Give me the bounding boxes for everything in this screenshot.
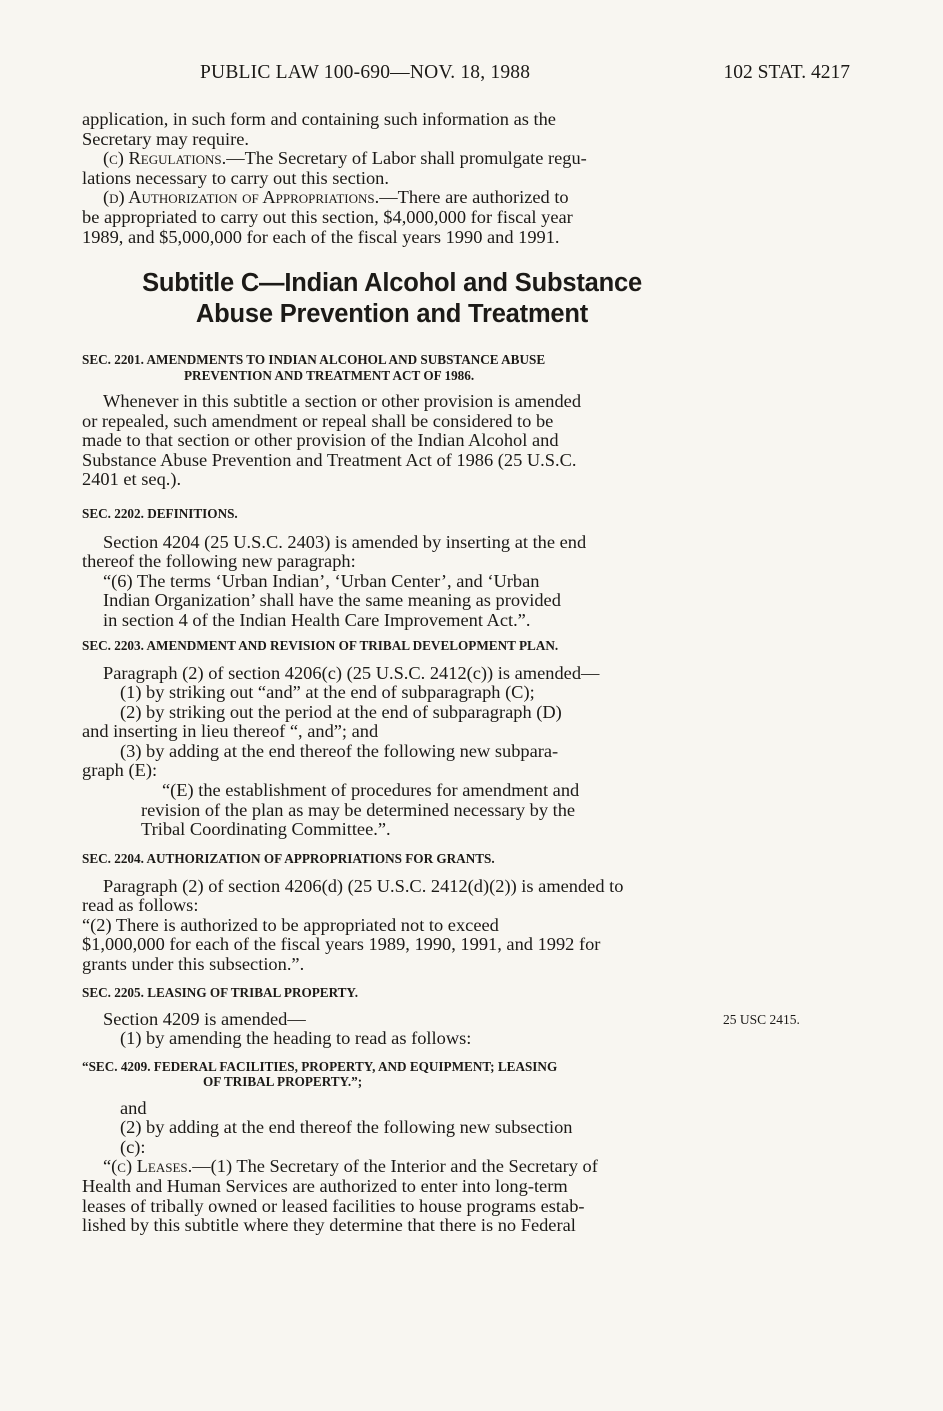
quoted-line: revision of the plan as may be determined necessary by the (141, 799, 576, 820)
regulations-label: (c) Regulations. (103, 148, 227, 169)
text-line: and inserting in lieu thereof “, and”; and (82, 721, 379, 742)
section-2202 (82, 506, 702, 630)
margin-note: 25 USC 2415. (723, 1012, 800, 1027)
text-line: (2) by striking out the period at the end of subparagraph (D) (120, 701, 562, 722)
text-line: Secretary may require. (82, 128, 249, 149)
text-line: Whenever in this subtitle a section or other provision is amended (103, 391, 582, 411)
regulations-paragraph: (c) Regulations.—The Secretary of Labor shall promulgate regu- (103, 148, 587, 169)
header-stat-page: 102 STAT. 4217 (723, 62, 850, 83)
section-heading: SEC. 2204. AUTHORIZATION OF APPROPRIATIONS FOR GRANTS. (82, 851, 495, 866)
text-line: Paragraph (2) of section 4206(c) (25 U.S.C. 2412(c)) is amended— (103, 662, 600, 683)
quoted-line: $1,000,000 for each of the fiscal years 1989, 1990, 1991, and 1992 for (82, 934, 601, 955)
subtitle-heading: Subtitle C—Indian Alcohol and Substance Abuse Prevention and Treatment (142, 269, 642, 328)
text-line: (1) by amending the heading to read as follows: (120, 1028, 472, 1049)
text-line: 1989, and $5,000,000 for each of the fiscal years 1990 and 1991. (82, 226, 560, 247)
text-line: leases of tribally owned or leased facilities to house programs estab- (82, 1195, 585, 1216)
text-line: lations necessary to carry out this section. (82, 167, 389, 188)
text-line: (2) by adding at the end thereof the following new subsection (120, 1117, 573, 1138)
leases-paragraph: “(c) Leases.—(1) The Secretary of the Interior and the Secretary of (103, 1156, 598, 1177)
quoted-line: “(6) The terms ‘Urban Indian’, ‘Urban Center’, and ‘Urban (103, 570, 540, 591)
quoted-line: “(2) There is authorized to be appropriated not to exceed (82, 914, 499, 935)
text-line: Section 4204 (25 U.S.C. 2403) is amended by inserting at the end (103, 531, 587, 552)
text-line: Health and Human Services are authorized to enter into long-term (82, 1176, 568, 1197)
text-line: Section 4209 is amended— (103, 1008, 306, 1029)
section-2205 (82, 985, 702, 1236)
section-heading: SEC. 2202. DEFINITIONS. (82, 506, 238, 521)
text-line: thereof the following new paragraph: (82, 551, 356, 572)
page-header (82, 62, 852, 92)
text-line: read as follows: (82, 895, 199, 916)
text-line: Paragraph (2) of section 4206(d) (25 U.S.C. 2412(d)(2)) is amended to (103, 875, 624, 896)
section-2204 (82, 851, 702, 974)
header-title: PUBLIC LAW 100-690—NOV. 18, 1988 (200, 62, 531, 83)
quoted-line: in section 4 of the Indian Health Care Improvement Act.”. (103, 609, 531, 630)
text-line: 2401 et seq.). (82, 469, 182, 490)
section-2203 (82, 638, 702, 840)
section-heading: SEC. 2201. AMENDMENTS TO INDIAN ALCOHOL AND SUBSTANCE ABUSE PREVENTION AND TREATMENT ACT OF 1986. (82, 352, 546, 383)
section-2201 (82, 352, 702, 490)
section-heading: SEC. 2205. LEASING OF TRIBAL PROPERTY. (82, 985, 359, 1000)
quoted-line: “(E) the establishment of procedures for amendment and (162, 780, 580, 801)
text-line: (1) by striking out “and” at the end of subparagraph (C); (120, 682, 535, 703)
quoted-line: Tribal Coordinating Committee.”. (141, 819, 391, 840)
text-line: application, in such form and containing such information as the (82, 109, 556, 129)
text-line: lished by this subtitle where they determine that there is no Federal (82, 1215, 576, 1236)
section-heading: SEC. 2203. AMENDMENT AND REVISION OF TRIBAL DEVELOPMENT PLAN. (82, 638, 559, 653)
continuation-block (82, 110, 702, 247)
quoted-line: grants under this subsection.”. (82, 953, 305, 974)
quoted-section-heading: “SEC. 4209. FEDERAL FACILITIES, PROPERTY, AND EQUIPMENT; LEASING OF TRIBAL PROPERTY.”; (82, 1058, 558, 1090)
text-line: made to that section or other provision of the Indian Alcohol and (82, 430, 559, 451)
quoted-line: Indian Organization’ shall have the same meaning as provided (103, 590, 561, 611)
text-line: (3) by adding at the end thereof the following new subpara- (120, 740, 559, 761)
text-line: (c): (120, 1136, 146, 1157)
text-line: or repealed, such amendment or repeal shall be considered to be (82, 410, 554, 431)
text-line: graph (E): (82, 760, 158, 781)
leases-label: “(c) Leases. (103, 1156, 193, 1177)
authorization-label: (d) Authorization of Appropriations. (103, 187, 380, 208)
authorization-paragraph: (d) Authorization of Appropriations.—There are authorized to (103, 187, 569, 208)
text-line: and (120, 1097, 147, 1118)
text-line: be appropriated to carry out this section, $4,000,000 for fiscal year (82, 206, 573, 227)
text-line: Substance Abuse Prevention and Treatment Act of 1986 (25 U.S.C. (82, 449, 577, 470)
